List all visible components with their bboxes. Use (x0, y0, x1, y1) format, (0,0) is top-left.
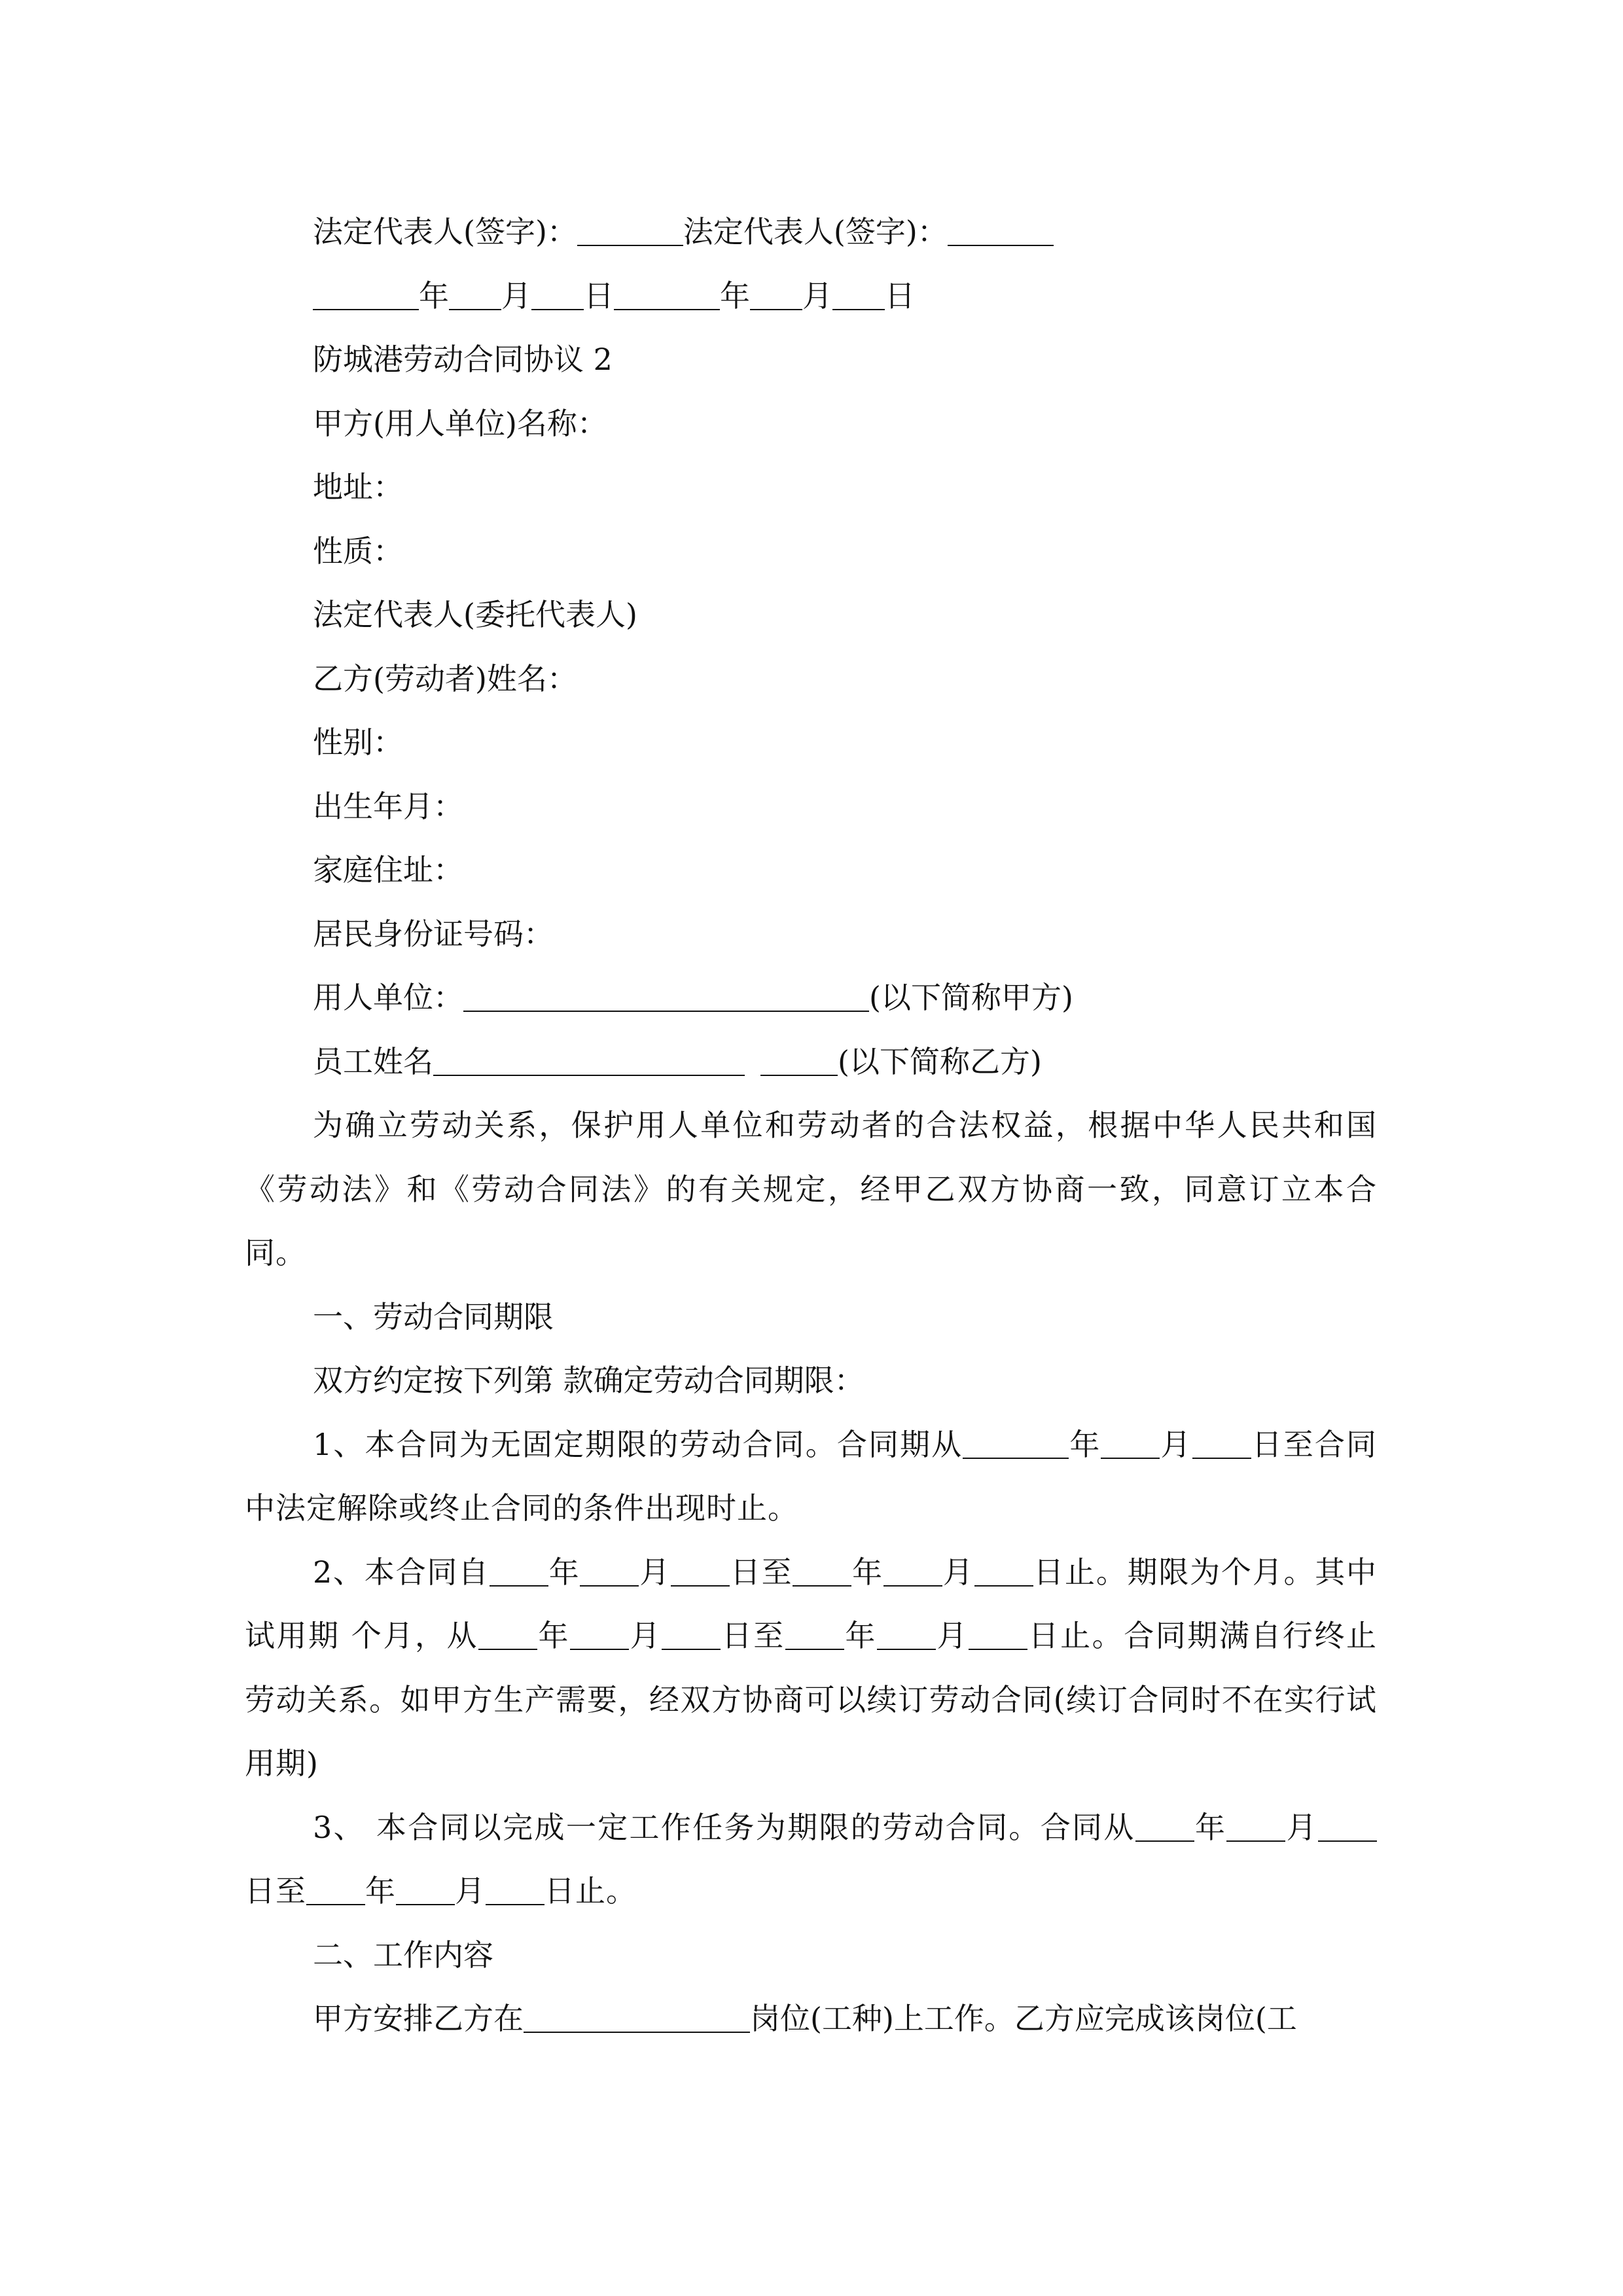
section1-intro: 双方约定按下列第 款确定劳动合同期限： (313, 1363, 865, 1398)
preamble-paragraph: 为确立劳动关系，保护用人单位和劳动者的合法权益，根据中华人民共和国《劳动法》和《劳动合同法》的有关规定，经甲乙双方协商一致，同意订立本合同。 (245, 1107, 1377, 1270)
item2-blank (793, 1559, 851, 1587)
employer-line (245, 966, 1377, 1030)
item2-blank (490, 1559, 548, 1587)
item1-day: 日 (1251, 1426, 1283, 1462)
date-month-2: 月 (802, 278, 832, 314)
item2-text-c: 日止。合同期满自行终止劳动关系。如甲方生产需要，经双方协商可以续订劳动合同(续订合同时不在实行试用期) (245, 1618, 1378, 1781)
contract-body (245, 200, 1377, 2051)
item3-blank (396, 1878, 455, 1905)
date-year: 年 (419, 278, 449, 314)
date-blank (449, 283, 501, 310)
employer-suffix: (以下简称甲方) (869, 980, 1073, 1015)
section2-text-a: 甲方安排乙方在 (313, 2001, 524, 2036)
item2-month-2: 月 (942, 1554, 974, 1590)
item3-blank (486, 1878, 544, 1905)
section1-item3 (245, 1796, 1377, 1924)
item2-blank (570, 1623, 629, 1650)
item2-month-4: 月 (935, 1618, 969, 1653)
item1-blank (963, 1431, 1069, 1459)
employer-blank (463, 984, 869, 1012)
party-b-name-label: 乙方(劳动者)姓名： (313, 660, 577, 696)
item2-month-3: 月 (629, 1618, 662, 1653)
item1-text-a: 1、本合同为无固定期限的劳动合同。合同期从 (313, 1426, 963, 1462)
date-blank (750, 283, 802, 310)
party-a-address-label: 地址： (313, 469, 403, 505)
party-b-home-label: 家庭住址： (313, 852, 463, 888)
party-b-id-label: 居民身份证号码： (313, 916, 554, 952)
section2-heading: 二、工作内容 (313, 1937, 493, 1973)
signature-blank-a (577, 219, 683, 246)
employee-label: 员工姓名 (313, 1043, 433, 1079)
section2-line (245, 1987, 1377, 2051)
party-a-rep-label: 法定代表人(委托代表人) (313, 597, 637, 632)
item3-end: 日止。 (544, 1873, 637, 1909)
item2-blank (883, 1559, 942, 1587)
item2-blank (478, 1623, 537, 1650)
employee-suffix: (以下简称乙方) (838, 1043, 1042, 1079)
employee-blank-b (760, 1049, 838, 1076)
item3-year: 年 (1194, 1809, 1227, 1845)
item3-month: 月 (1285, 1809, 1319, 1845)
section1-item1 (245, 1413, 1377, 1541)
item3-text-a: 3、 本合同以完成一定工作任务为期限的劳动合同。合同从 (313, 1809, 1135, 1845)
signature-label-a: 法定代表人(签字)： (313, 214, 577, 249)
item3-zhi: 日至 (245, 1873, 306, 1909)
signature-blank-b (948, 219, 1054, 246)
party-a-nature-label: 性质： (313, 533, 403, 569)
date-blank (531, 283, 584, 310)
item2-month: 月 (639, 1554, 671, 1590)
item3-year-2: 年 (365, 1873, 396, 1909)
item2-year-4: 年 (844, 1618, 877, 1653)
contract-title: 防城港劳动合同协议 2 (313, 342, 613, 377)
section1-heading: 一、劳动合同期限 (313, 1299, 554, 1335)
signature-row (245, 200, 1377, 264)
date-row (245, 264, 1377, 329)
item2-text-b: 日止。期限为个月。其中试用期 个月，从 (245, 1554, 1378, 1653)
item1-text-b: 至合同中法定解除或终止合同的条件出现时止。 (245, 1426, 1377, 1526)
date-month: 月 (501, 278, 531, 314)
item2-year: 年 (548, 1554, 580, 1590)
item2-blank (785, 1623, 844, 1650)
item2-zhi: 日至 (730, 1554, 793, 1590)
section2-blank (524, 2005, 750, 2033)
item2-blank (974, 1559, 1033, 1587)
item3-blank (306, 1878, 365, 1905)
date-blank (313, 283, 419, 310)
item2-year-3: 年 (537, 1618, 571, 1653)
item2-blank (580, 1559, 639, 1587)
employee-blank-a (433, 1049, 745, 1076)
item1-blank (1101, 1431, 1160, 1459)
item1-year: 年 (1069, 1426, 1101, 1462)
item2-blank (671, 1559, 730, 1587)
item3-month-2: 月 (455, 1873, 486, 1909)
date-day: 日 (584, 278, 614, 314)
date-day-2: 日 (885, 278, 915, 314)
item2-zhi-2: 日至 (721, 1618, 785, 1653)
employer-label: 用人单位： (313, 980, 463, 1015)
party-b-gender-label: 性别： (313, 725, 403, 760)
item3-blank (1135, 1814, 1194, 1842)
date-blank (614, 283, 720, 310)
item3-blank (1226, 1814, 1285, 1842)
item2-year-2: 年 (851, 1554, 883, 1590)
party-a-name-label: 甲方(用人单位)名称： (313, 405, 607, 441)
section1-item2 (245, 1541, 1377, 1796)
item1-blank (1192, 1431, 1251, 1459)
item2-blank (877, 1623, 936, 1650)
item2-blank (969, 1623, 1027, 1650)
section2-text-b: 岗位(工种)上工作。乙方应完成该岗位(工 (750, 2001, 1297, 2036)
item2-text-a: 2、本合同自 (313, 1554, 490, 1590)
item3-blank (1318, 1814, 1377, 1842)
date-year-2: 年 (720, 278, 750, 314)
signature-label-b: 法定代表人(签字)： (683, 214, 948, 249)
item1-month: 月 (1160, 1426, 1192, 1462)
employee-line (245, 1030, 1377, 1094)
party-b-birth-label: 出生年月： (313, 788, 463, 824)
date-blank (832, 283, 885, 310)
item2-blank (662, 1623, 721, 1650)
